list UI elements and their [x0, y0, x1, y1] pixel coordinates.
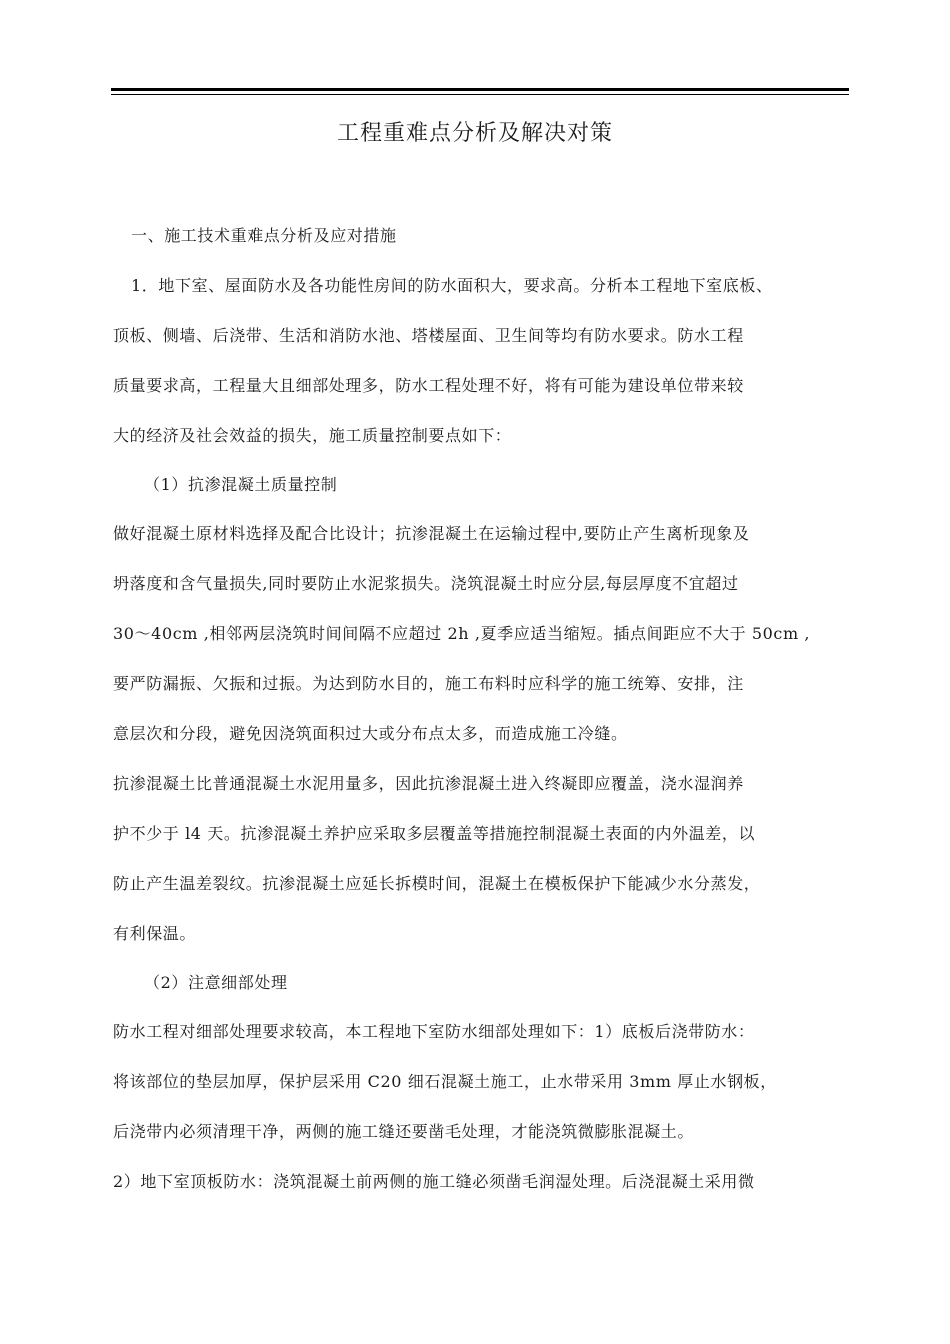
paragraph-line: 有利保温。: [113, 924, 197, 943]
paragraph-line: 防水工程对细部处理要求较高，本工程地下室防水细部处理如下：1）底板后浇带防水：: [113, 1022, 755, 1041]
paragraph-line: 1．地下室、屋面防水及各功能性房间的防水面积大，要求高。分析本工程地下室底板、: [131, 276, 773, 295]
paragraph-line: 2）地下室顶板防水：浇筑混凝土前两侧的施工缝必须凿毛润湿处理。后浇混凝土采用微: [113, 1172, 755, 1191]
paragraph-line: 顶板、侧墙、后浇带、生活和消防水池、塔楼屋面、卫生间等均有防水要求。防水工程: [113, 326, 744, 345]
paragraph-line: 意层次和分段，避免因浇筑面积过大或分布点太多，而造成施工冷缝。: [113, 724, 628, 743]
paragraph-line: 坍落度和含气量损失,同时要防止水泥浆损失。浇筑混凝土时应分层,每层厚度不宜超过: [113, 574, 739, 593]
paragraph-line: 要严防漏振、欠振和过振。为达到防水目的，施工布料时应科学的施工统筹、安排，注: [113, 674, 744, 693]
paragraph-line: 防止产生温差裂纹。抗渗混凝土应延长拆模时间，混凝土在模板保护下能减少水分蒸发，: [113, 874, 761, 893]
header-rule-thin: [111, 94, 849, 95]
header-rule: [111, 88, 849, 91]
paragraph-line: 后浇带内必须清理干净，两侧的施工缝还要凿毛处理，才能浇筑微膨胀混凝土。: [113, 1122, 695, 1141]
subheading: （1）抗渗混凝土质量控制: [144, 475, 338, 494]
paragraph-line: 做好混凝土原材料选择及配合比设计；抗渗混凝土在运输过程中,要防止产生离析现象及: [113, 524, 750, 543]
paragraph-line: 大的经济及社会效益的损失，施工质量控制要点如下：: [113, 426, 512, 445]
paragraph-line: 抗渗混凝土比普通混凝土水泥用量多，因此抗渗混凝土进入终凝即应覆盖，浇水湿润养: [113, 774, 744, 793]
paragraph-line: 将该部位的垫层加厚，保护层采用 C20 细石混凝土施工，止水带采用 3mm 厚止水钢板，: [113, 1072, 777, 1091]
paragraph-line: 30～40cm ,相邻两层浇筑时间间隔不应超过 2h ,夏季应适当缩短。插点间距应不大于 50cm ,: [113, 624, 811, 643]
subheading: （2）注意细部处理: [144, 973, 288, 992]
document-title: 工程重难点分析及解决对策: [336, 121, 613, 146]
section-heading: 一、施工技术重难点分析及应对措施: [131, 226, 397, 245]
paragraph-line: 质量要求高，工程量大且细部处理多，防水工程处理不好，将有可能为建设单位带来较: [113, 376, 744, 395]
paragraph-line: 护不少于 l4 天。抗渗混凝土养护应采取多层覆盖等措施控制混凝土表面的内外温差，以: [113, 824, 756, 843]
